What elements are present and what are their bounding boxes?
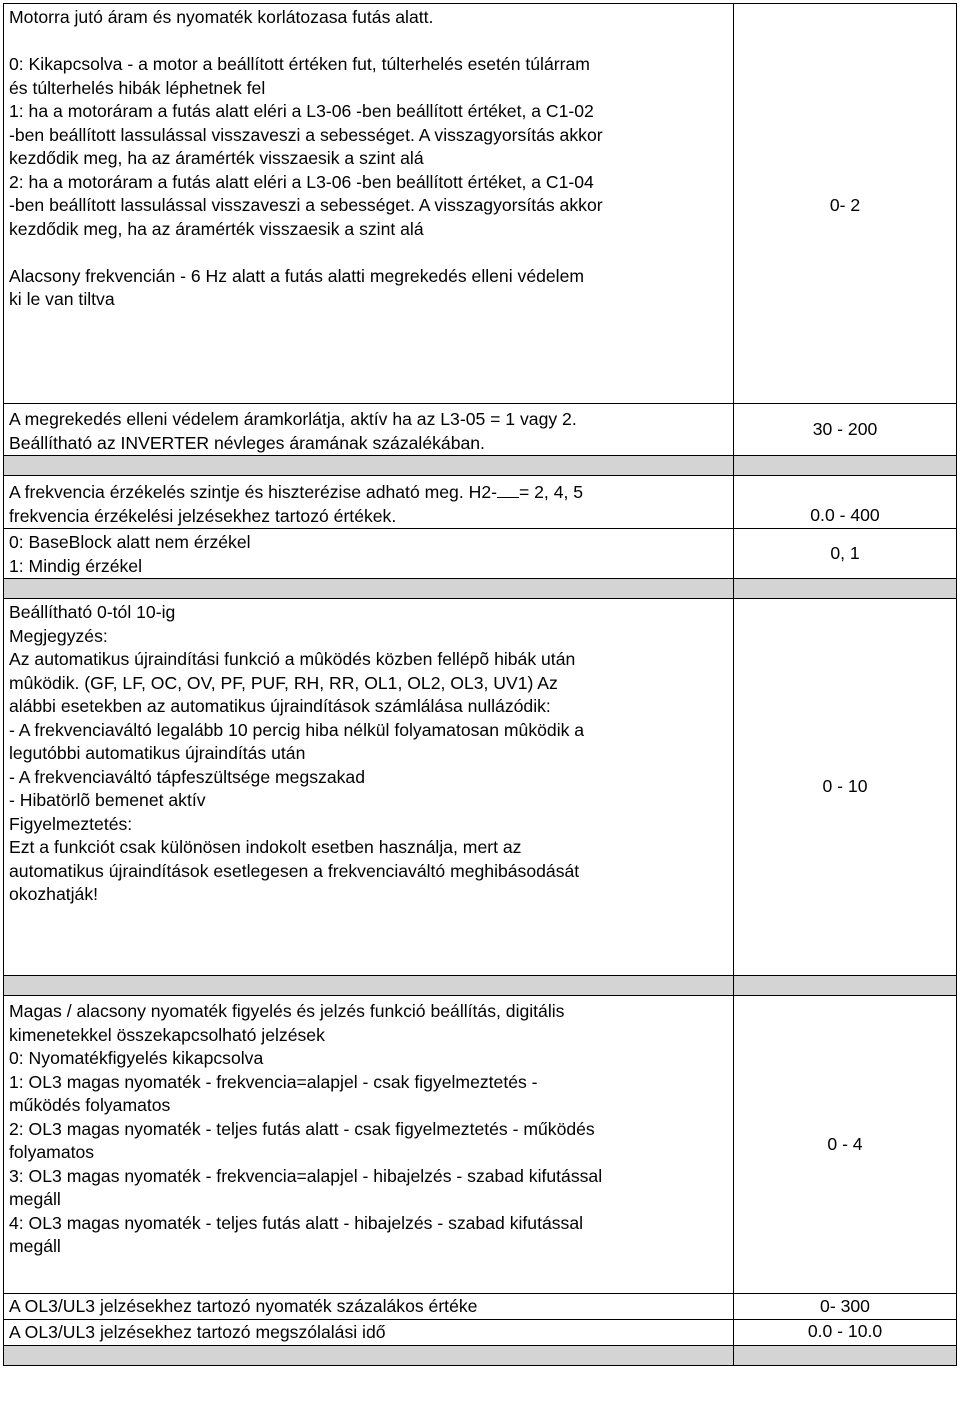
param-row-stall-current-limit [4, 404, 957, 456]
param-range: 0.0 - 10.0 [734, 1319, 957, 1345]
desc-line: Ezt a funkciót csak különösen indokolt esetben használja, mert az [9, 837, 522, 857]
param-description [4, 404, 734, 456]
param-range: 0- 300 [734, 1294, 957, 1320]
desc-line: Beállítható 0-tól 10-ig [9, 602, 176, 622]
desc-line: 1: OL3 magas nyomaték - frekvencia=alapjel - csak figyelmeztetés - [9, 1071, 538, 1092]
row-separator [4, 1345, 957, 1365]
desc-line: A megrekedés elleni védelem áramkorlátja, aktív ha az L3-05 = 1 vagy 2. [9, 409, 577, 429]
param-description [4, 996, 734, 1294]
param-range: 0, 1 [734, 529, 957, 579]
blank-underline [497, 480, 519, 498]
desc-line: megáll [9, 1189, 61, 1209]
desc-line: alábbi esetekben az automatikus újraindítások számlálása nullázódik: [9, 696, 551, 716]
desc-line: - A frekvenciaváltó tápfeszültsége megszakad [9, 766, 365, 787]
param-description: A OL3/UL3 jelzésekhez tartozó nyomaték százalákos értéke [4, 1294, 734, 1320]
desc-line: Figyelmeztetés: [9, 813, 133, 834]
desc-line: mûködik. (GF, LF, OC, OV, PF, PUF, RH, RR, OL1, OL2, OL3, UV1) Az [9, 672, 558, 693]
param-row-torque-level [4, 1294, 957, 1320]
desc-line: -ben beállított lassulással visszaveszi a sebességet. A visszagyorsítás akkor [9, 124, 603, 145]
desc-text: = 2, 4, 5 [518, 482, 584, 502]
desc-line: 1: Mindig érzékel [9, 555, 142, 576]
param-row-auto-restart [4, 599, 957, 976]
desc-line: 4: OL3 magas nyomaték - teljes futás alatt - hibajelzés - szabad kifutással [9, 1212, 584, 1233]
desc-line: és túlterhelés hibák léphetnek fel [9, 77, 266, 98]
param-row-torque-detection [4, 996, 957, 1294]
desc-line: okozhatják! [9, 884, 98, 904]
row-separator [4, 456, 957, 476]
param-row-baseblock-detection [4, 529, 957, 579]
param-description [4, 4, 734, 404]
desc-line: 2: OL3 magas nyomaték - teljes futás alatt - csak figyelmeztetés - működés [9, 1118, 595, 1139]
desc-line: Megjegyzés: [9, 625, 108, 646]
desc-line: -ben beállított lassulással visszaveszi a sebességet. A visszagyorsítás akkor [9, 195, 603, 215]
desc-line: megáll [9, 1236, 61, 1256]
desc-line: 2: ha a motoráram a futás alatt eléri a L3-06 -ben beállított értéket, a C1-04 [9, 171, 594, 192]
desc-line: Magas / alacsony nyomaték figyelés és jelzés funkció beállítás, digitális [9, 1001, 565, 1021]
desc-text: A frekvencia érzékelés szintje és hiszterézise adható meg. H2- [9, 482, 497, 502]
desc-line: kezdődik meg, ha az áramérték visszaesik a szint alá [9, 148, 424, 168]
desc-line: legutóbbi automatikus újraindítás után [9, 743, 306, 763]
desc-line: 0: Kikapcsolva - a motor a beállított értéken fut, túlterhelés esetén túlárram [9, 54, 590, 74]
desc-line [9, 480, 729, 505]
row-separator [4, 976, 957, 996]
param-range: 0- 2 [734, 4, 957, 404]
desc-line: Motorra jutó áram és nyomaték korlátozasa futás alatt. [9, 7, 434, 27]
param-description [4, 599, 734, 976]
row-separator [4, 579, 957, 599]
desc-line: kezdődik meg, ha az áramérték visszaesik a szint alá [9, 218, 424, 239]
param-description: A OL3/UL3 jelzésekhez tartozó megszólalási idő [4, 1319, 734, 1345]
desc-line: - A frekvenciaváltó legalább 10 percig hiba nélkül folyamatosan mûködik a [9, 719, 585, 740]
param-range: 0 - 4 [734, 996, 957, 1294]
desc-line: Alacsony frekvencián - 6 Hz alatt a futás alatti megrekedés elleni védelem [9, 265, 585, 286]
desc-line: 3: OL3 magas nyomaték - frekvencia=alapjel - hibajelzés - szabad kifutással [9, 1165, 603, 1186]
param-description [4, 529, 734, 579]
param-range: 0.0 - 400 [734, 476, 957, 529]
desc-line: Beállítható az INVERTER névleges áramának százalékában. [9, 432, 485, 453]
desc-line: 0: Nyomatékfigyelés kikapcsolva [9, 1048, 264, 1068]
desc-line: működés folyamatos [9, 1095, 171, 1115]
desc-line: Az automatikus újraindítási funkció a mûködés közben fellépõ hibák után [9, 649, 576, 669]
desc-line: frekvencia érzékelési jelzésekhez tartozó értékek. [9, 505, 397, 526]
parameter-table [3, 3, 957, 1366]
desc-line: kimenetekkel összekapcsolható jelzések [9, 1024, 325, 1045]
param-range: 30 - 200 [734, 404, 957, 456]
desc-line: folyamatos [9, 1142, 95, 1162]
param-range: 0 - 10 [734, 599, 957, 976]
param-row-torque-time [4, 1319, 957, 1345]
param-row-frequency-detection [4, 476, 957, 529]
desc-line: ki le van tiltva [9, 289, 115, 309]
desc-line: - Hibatörlõ bemenet aktív [9, 790, 206, 810]
param-row-stall-prevention [4, 4, 957, 404]
desc-line: 1: ha a motoráram a futás alatt eléri a L3-06 -ben beállított értéket, a C1-02 [9, 101, 594, 121]
desc-line: 0: BaseBlock alatt nem érzékel [9, 532, 251, 552]
param-description [4, 476, 734, 529]
desc-line: automatikus újraindítások esetlegesen a frekvenciaváltó meghibásodását [9, 860, 580, 881]
